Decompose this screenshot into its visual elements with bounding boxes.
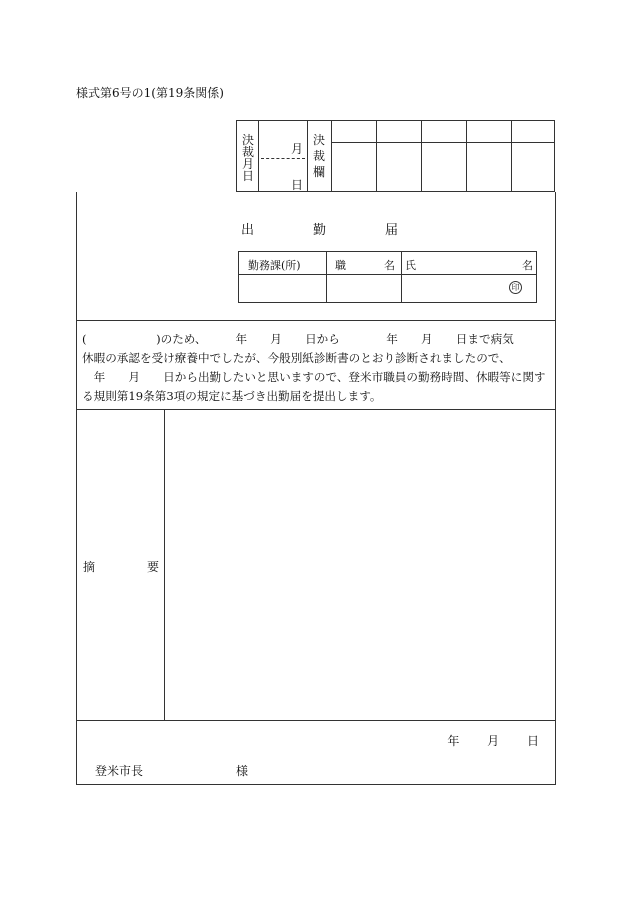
position-header-char-1: 職	[335, 259, 346, 272]
form-number-title: 様式第6号の1(第19条関係)	[76, 86, 224, 100]
main-form-frame: 出 勤 届 勤務課(所) 職 名 氏 名 印 ( )のため、 年 月 日から 年 月 日まで病気 休暇の承認を受け療養中でしたが、今般別紙診断書のとおり診断されましたので、 年 月 日から出勤したいと思いますので、登米市職員の勤務時間、休暇等に関す る規則第19条第3項の規定に基づき出勤届を提出します。 摘 要 年 月 日 登米市長 様	[76, 192, 556, 785]
seal-icon: 印	[509, 280, 522, 294]
approval-column-label: 決 裁 欄	[312, 133, 325, 179]
addressee	[95, 762, 249, 779]
approval-day-label: 日	[291, 178, 304, 192]
signature-table	[238, 251, 537, 303]
addressee-name: 登米市長	[95, 764, 144, 778]
position-header-char-2: 名	[384, 259, 395, 272]
name-header-char-2: 名	[522, 259, 533, 272]
name-header-char-1: 氏	[405, 259, 416, 272]
dept-header: 勤務課(所)	[248, 259, 301, 272]
statement-text: ( )のため、 年 月 日から 年 月 日まで病気 休暇の承認を受け療養中でしたが、今般別紙診断書のとおり診断されましたので、 年 月 日から出勤したいと思いますので、登米市職員の勤務時間、休暇等に関す る規則第19条第3項の規定に基づき出勤届を提出します。	[82, 332, 546, 403]
addressee-honorific: 様	[236, 764, 249, 778]
approval-box	[236, 120, 555, 192]
submission-date: 年 月 日	[447, 734, 539, 748]
summary-label: 摘 要	[83, 560, 159, 574]
approval-date-label: 決 裁 月 日	[241, 133, 254, 183]
approval-month-label: 月	[291, 142, 304, 156]
